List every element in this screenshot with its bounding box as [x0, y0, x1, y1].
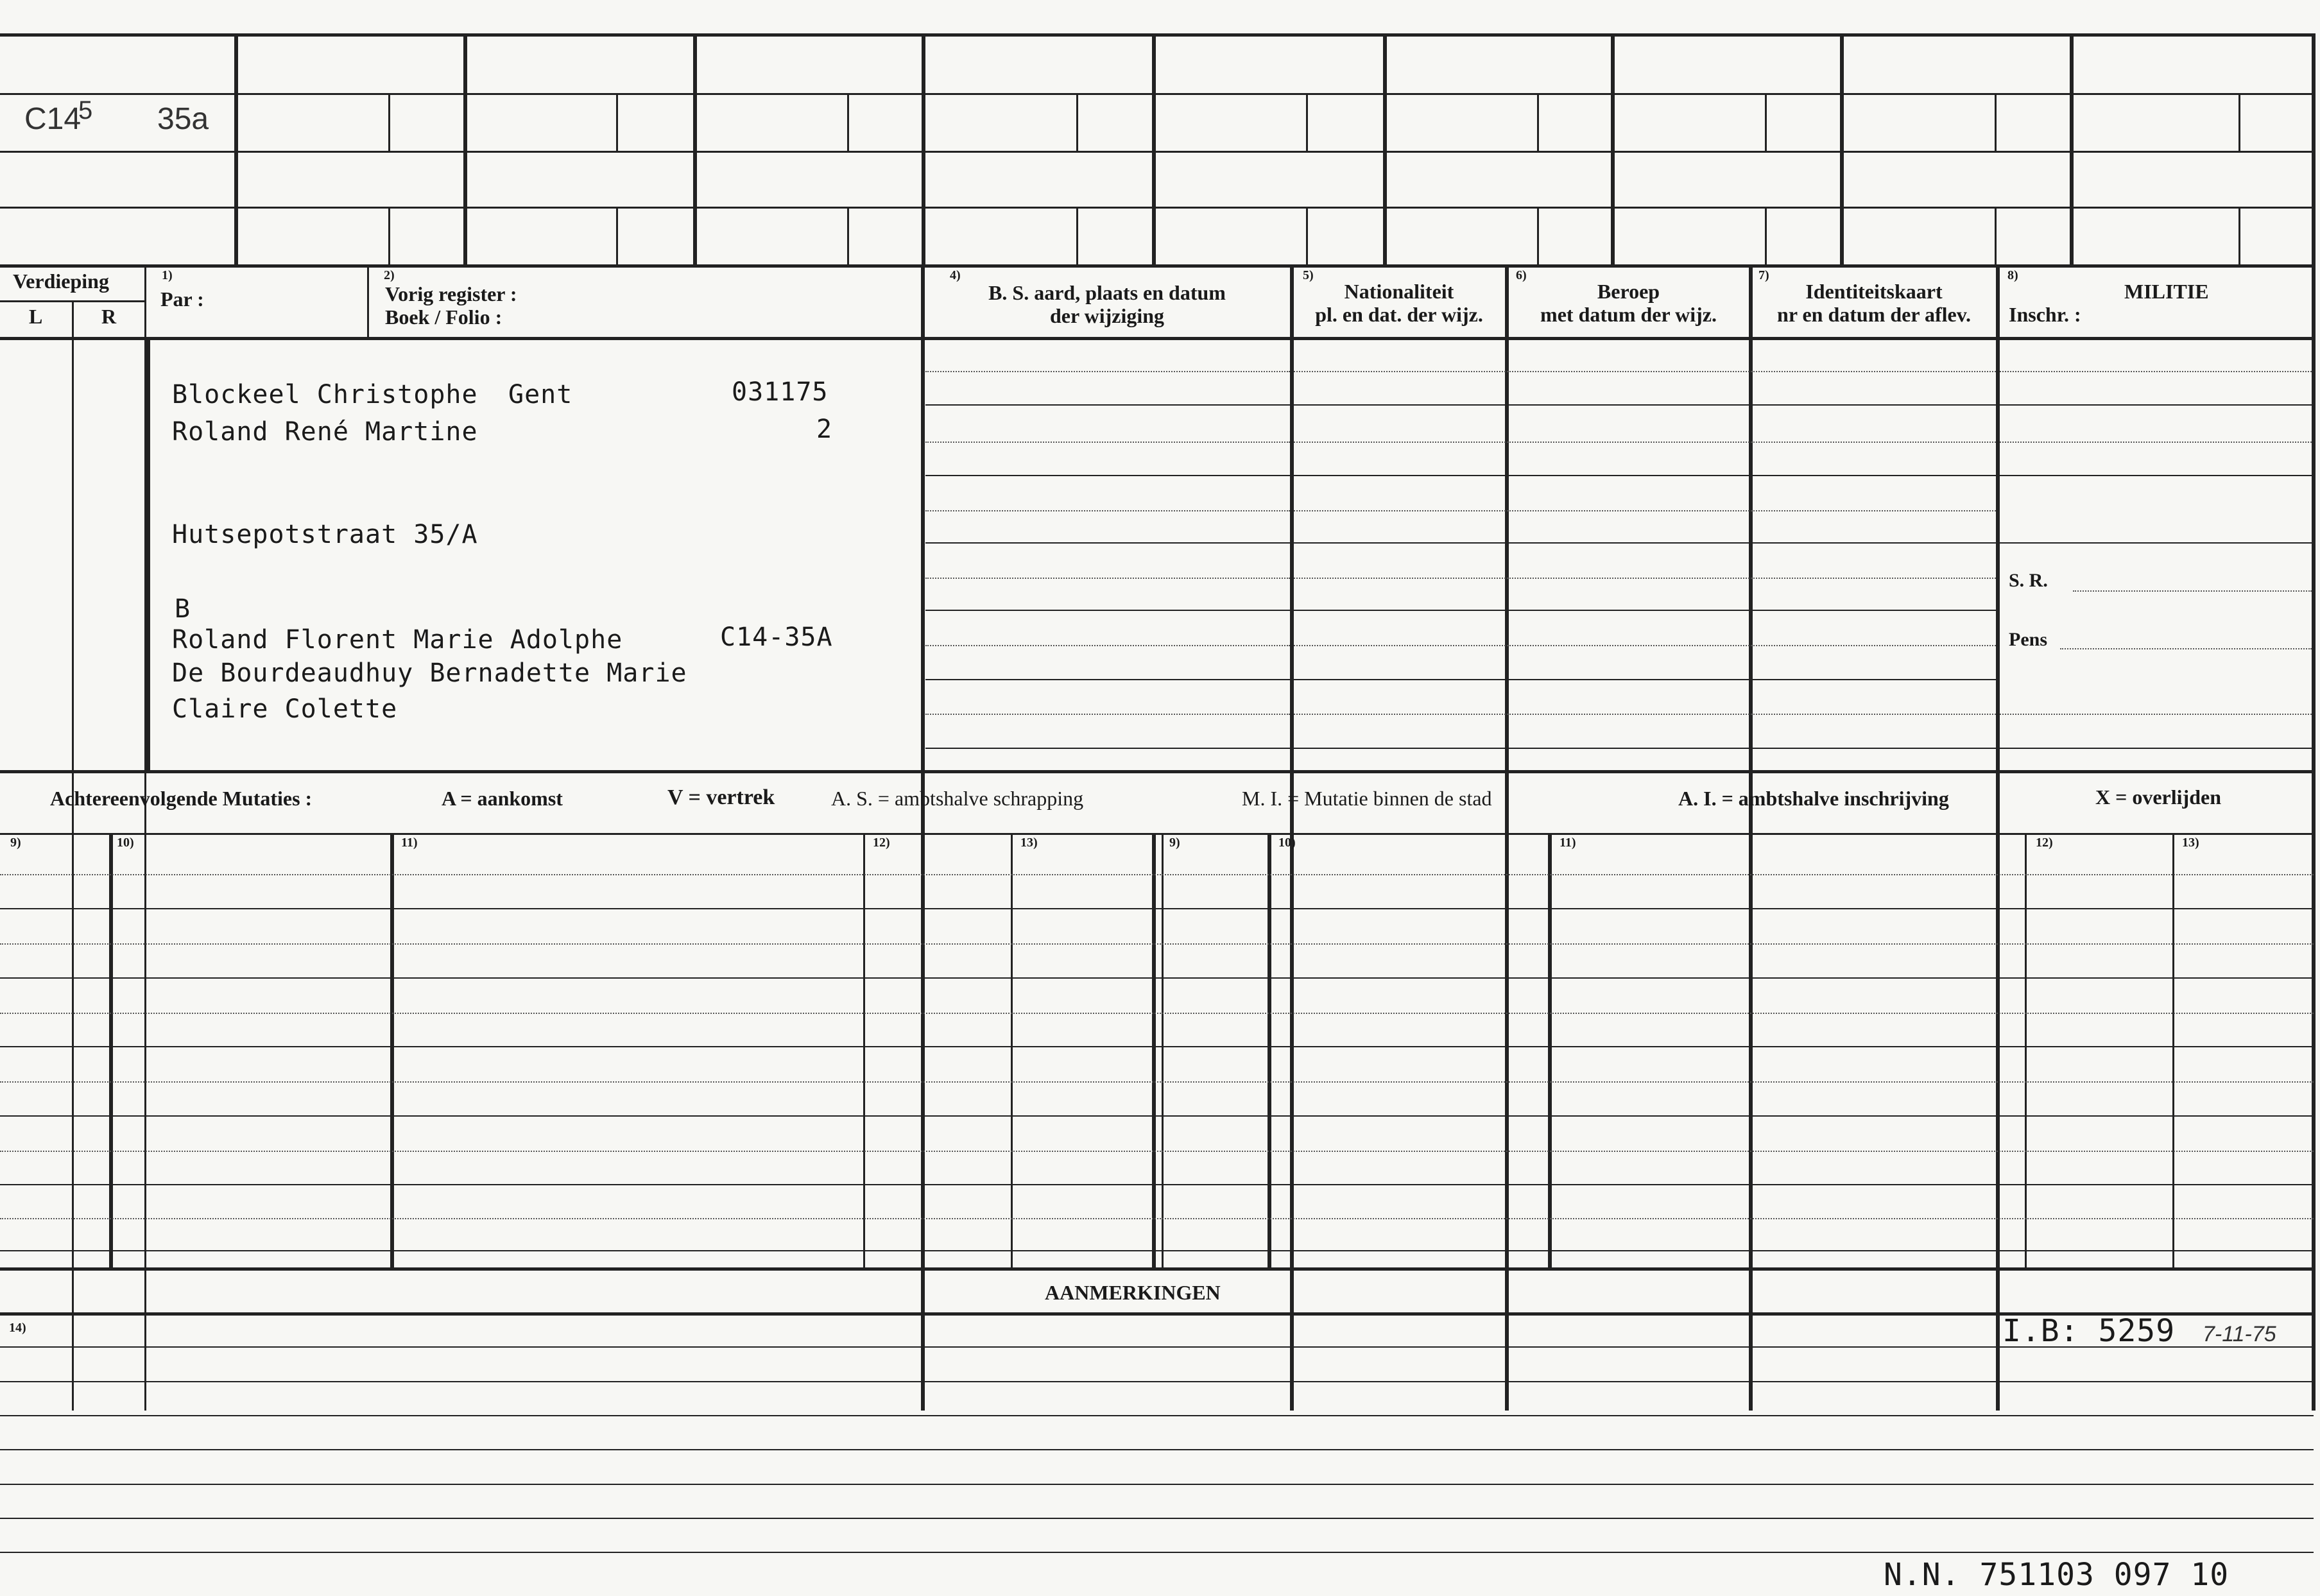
pens-label: Pens: [2009, 629, 2047, 650]
col4-number: 4): [950, 268, 961, 282]
mut-col-13-left: 13): [1020, 836, 1038, 850]
entry-address: Hutsepotstraat 35/A: [172, 520, 478, 549]
remarks-title: AANMERKINGEN: [1045, 1281, 1221, 1304]
militie-header: MILITIE: [2124, 280, 2209, 303]
legend-registration: A. I. = ambtshalve inschrijving: [1678, 787, 1949, 810]
entry-name-1: Blockeel Christophe: [172, 380, 478, 409]
mut-col-11-right: 11): [1560, 836, 1576, 850]
mut-col-13-right: 13): [2182, 836, 2199, 850]
col2-number: 2): [384, 268, 395, 282]
col8-number: 8): [2007, 268, 2018, 282]
inschr-label: Inschr. :: [2009, 303, 2081, 326]
mut-col-10-right: 10): [1278, 836, 1296, 850]
legend-departure: V = vertrek: [667, 785, 775, 809]
mut-col-9-right: 9): [1169, 836, 1180, 850]
legend-removal: A. S. = ambtshalve schrapping: [831, 787, 1084, 810]
entry-place-1: Gent: [508, 380, 573, 409]
mut-col-10-left: 10): [117, 836, 134, 850]
national-number: N.N. 751103 097 10: [1884, 1557, 2230, 1593]
card-code-right: 35a: [157, 102, 209, 136]
remarks-number: 14): [9, 1321, 26, 1335]
identity-header-line1: Identiteitskaart: [1805, 280, 1943, 303]
vorig-register-label: Vorig register :: [385, 282, 517, 305]
boek-folio-label: Boek / Folio :: [385, 305, 503, 329]
par-label: Par :: [160, 287, 204, 311]
entry-name-4: Roland Florent Marie Adolphe: [172, 625, 623, 655]
col6-number: 6): [1516, 268, 1527, 282]
entry-name-5: De Bourdeaudhuy Bernadette Marie: [172, 658, 687, 688]
col7-number: 7): [1758, 268, 1769, 282]
entry-number-2: 2: [816, 415, 833, 444]
card-code-left: C14: [24, 102, 82, 136]
remarks-ib-number: I.B: 5259: [2002, 1313, 2176, 1349]
mut-col-12-right: 12): [2036, 836, 2053, 850]
floor-r-label: R: [101, 305, 117, 328]
profession-header-line2: met datum der wijz.: [1540, 303, 1717, 326]
legend-death: X = overlijden: [2095, 785, 2221, 809]
entry-name-6: Claire Colette: [172, 694, 398, 724]
entry-name-2: Roland René Martine: [172, 417, 478, 447]
bs-header-line2: der wijziging: [1049, 304, 1165, 327]
floor-l-label: L: [29, 305, 43, 328]
legend-internal-move: M. I. = Mutatie binnen de stad: [1242, 787, 1492, 810]
profession-header-line1: Beroep: [1597, 280, 1660, 303]
bs-header-line1: B. S. aard, plaats en datum: [988, 281, 1226, 304]
entry-b-marker: B: [175, 594, 191, 624]
entry-reference: C14-35A: [720, 622, 833, 652]
mut-col-9-left: 9): [10, 836, 21, 850]
mut-col-11-left: 11): [401, 836, 418, 850]
col1-number: 1): [162, 268, 173, 282]
entry-date-1: 031175: [732, 377, 829, 407]
mut-col-12-left: 12): [873, 836, 890, 850]
nationality-header-line1: Nationaliteit: [1344, 280, 1454, 303]
remarks-ib-date: 7-11-75: [2203, 1322, 2276, 1346]
card-code-mid: 5: [78, 96, 93, 124]
mutations-title: Achtereenvolgende Mutaties :: [50, 787, 313, 810]
col5-number: 5): [1303, 268, 1314, 282]
sr-label: S. R.: [2009, 570, 2048, 591]
verdieping-label: Verdieping: [13, 270, 109, 293]
legend-arrival: A = aankomst: [442, 787, 563, 810]
nationality-header-line2: pl. en dat. der wijz.: [1315, 303, 1483, 326]
identity-header-line2: nr en datum der aflev.: [1777, 303, 1971, 326]
